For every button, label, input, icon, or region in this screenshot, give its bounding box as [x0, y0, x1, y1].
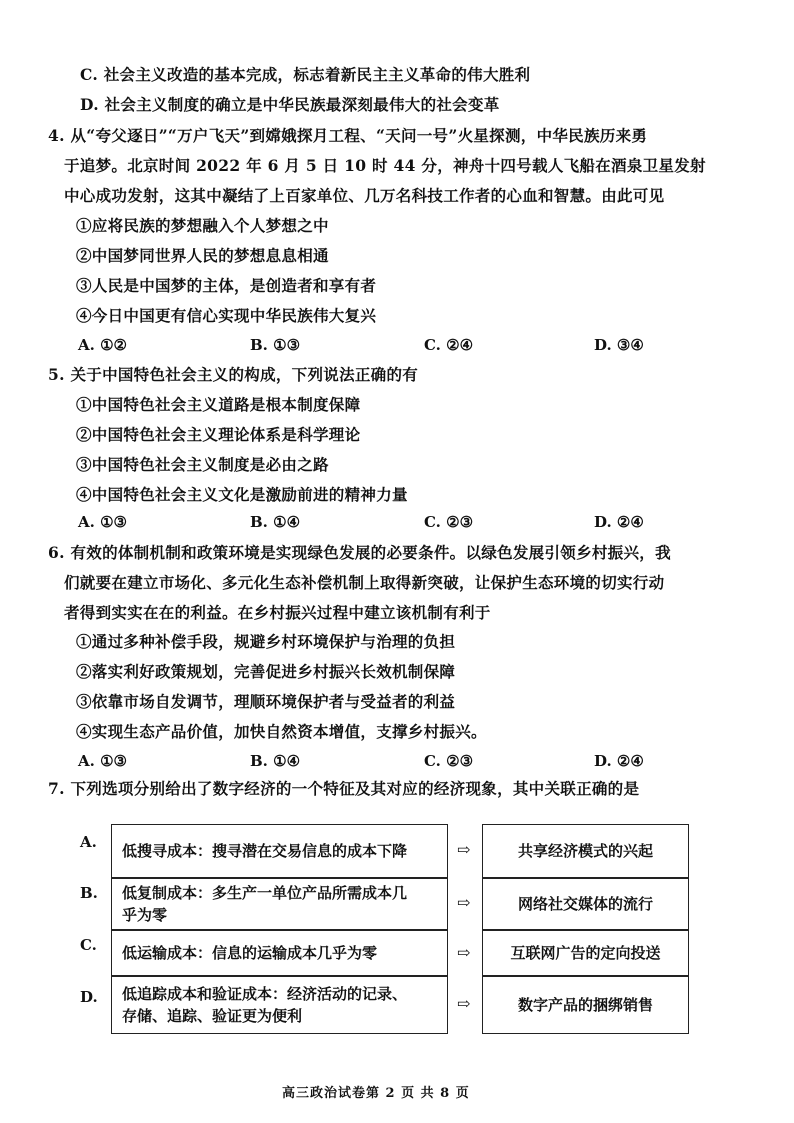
q7-row-a-letter: A.: [80, 833, 97, 851]
q4-option-a: A. ①②: [78, 336, 127, 354]
q6-stem-line1: 6. 有效的体制机制和政策环境是实现绿色发展的必要条件。以绿色发展引领乡村振兴，我: [48, 543, 671, 562]
q5-item-2: ②中国特色社会主义理论体系是科学理论: [76, 425, 361, 444]
q7-row-b-phenomenon-text: 网络社交媒体的流行: [517, 895, 653, 913]
q7-row-b-phenomenon: [482, 878, 689, 930]
q6-item-1: ①通过多种补偿手段，规避乡村环境保护与治理的负担: [76, 632, 456, 651]
q5-option-a: A. ①③: [78, 513, 127, 531]
q6-option-b: B. ①④: [250, 752, 301, 770]
q7-row-c-arrow-icon: ⇨: [457, 943, 471, 962]
q4-stem-line2: 于追梦。北京时间 2022 年 6 月 5 日 10 时 44 分，神舟十四号载人飞船在酒泉卫星发射: [64, 156, 706, 175]
q3-option-d: D. 社会主义制度的确立是中华民族最深刻最伟大的社会变革: [80, 95, 500, 114]
q7-row-c-letter: C.: [80, 936, 97, 954]
q7-row-a-phenomenon: [482, 824, 689, 878]
q7-row-a-phenomenon-text: 共享经济模式的兴起: [517, 842, 653, 860]
q4-item-4: ④今日中国更有信心实现中华民族伟大复兴: [76, 306, 377, 325]
q6-option-d: D. ②④: [594, 752, 644, 770]
q6-stem-line2: 们就要在建立市场化、多元化生态补偿机制上取得新突破，让保护生态环境的切实行动: [64, 573, 665, 592]
q4-item-2: ②中国梦同世界人民的梦想息息相通: [76, 246, 329, 265]
q7-row-d-feature-text-1: 低追踪成本和验证成本：经济活动的记录、: [122, 985, 408, 1003]
q7-row-d-phenomenon: [482, 976, 689, 1034]
q5-item-3: ③中国特色社会主义制度是必由之路: [76, 455, 329, 474]
q7-row-b-letter: B.: [80, 884, 98, 902]
q7-row-c-phenomenon-text: 互联网广告的定向投送: [510, 944, 661, 962]
q3-option-c: C. 社会主义改造的基本完成，标志着新民主主义革命的伟大胜利: [80, 65, 531, 84]
q4-stem-line1: 4. 从“夸父逐日”“万户飞天”到嫦娥探月工程、“天问一号”火星探测，中华民族历来勇: [48, 126, 648, 145]
q7-row-d-arrow-icon: ⇨: [457, 994, 471, 1013]
q7-row-a-feature-text-1: 低搜寻成本：搜寻潜在交易信息的成本下降: [122, 842, 408, 860]
q5-item-4: ④中国特色社会主义文化是激励前进的精神力量: [76, 485, 408, 504]
q6-item-3: ③依靠市场自发调节，理顺环境保护者与受益者的利益: [76, 692, 456, 711]
q4-option-d: D. ③④: [594, 336, 644, 354]
q7-row-d-phenomenon-text: 数字产品的捆绑销售: [517, 996, 653, 1014]
q4-option-b: B. ①③: [250, 336, 301, 354]
q6-item-4: ④实现生态产品价值，加快自然资本增值，支撑乡村振兴。: [76, 722, 487, 741]
q7-row-c-feature: [111, 930, 448, 976]
q7-row-c-feature-text-1: 低运输成本：信息的运输成本几乎为零: [122, 944, 378, 962]
q4-stem-line3: 中心成功发射，这其中凝结了上百家单位、几万名科技工作者的心血和智慧。由此可见: [64, 186, 665, 205]
q7-row-b-feature-text-1: 低复制成本：多生产一单位产品所需成本几: [122, 884, 408, 902]
q7-row-b-arrow-icon: ⇨: [457, 893, 471, 912]
q6-option-c: C. ②③: [424, 752, 474, 770]
q6-stem-line3: 者得到实实在在的利益。在乡村振兴过程中建立该机制有利于: [64, 603, 491, 622]
page-footer: 高三政治试卷第 2 页 共 8 页: [282, 1086, 470, 1101]
q5-option-d: D. ②④: [594, 513, 644, 531]
q6-item-2: ②落实利好政策规划，完善促进乡村振兴长效机制保障: [76, 662, 456, 681]
q7-row-d-letter: D.: [80, 988, 98, 1006]
q7-row-c-phenomenon: [482, 930, 689, 976]
q5-stem: 5. 关于中国特色社会主义的构成，下列说法正确的有: [48, 365, 419, 384]
q7-row-a-arrow-icon: ⇨: [457, 840, 471, 859]
q7-stem: 7. 下列选项分别给出了数字经济的一个特征及其对应的经济现象，其中关联正确的是: [48, 779, 640, 798]
q7-row-a-feature: [111, 824, 448, 878]
q5-option-b: B. ①④: [250, 513, 301, 531]
q7-row-b-feature: [111, 878, 448, 930]
q4-item-1: ①应将民族的梦想融入个人梦想之中: [76, 216, 329, 235]
q7-row-b-feature-text-2: 乎为零: [122, 906, 168, 924]
q7-row-d-feature-text-2: 存储、追踪、验证更为便利: [122, 1007, 303, 1025]
q7-row-d-feature: [111, 976, 448, 1034]
q5-option-c: C. ②③: [424, 513, 474, 531]
q4-item-3: ③人民是中国梦的主体，是创造者和享有者: [76, 276, 377, 295]
q5-item-1: ①中国特色社会主义道路是根本制度保障: [76, 395, 361, 414]
q6-option-a: A. ①③: [78, 752, 127, 770]
q4-option-c: C. ②④: [424, 336, 474, 354]
